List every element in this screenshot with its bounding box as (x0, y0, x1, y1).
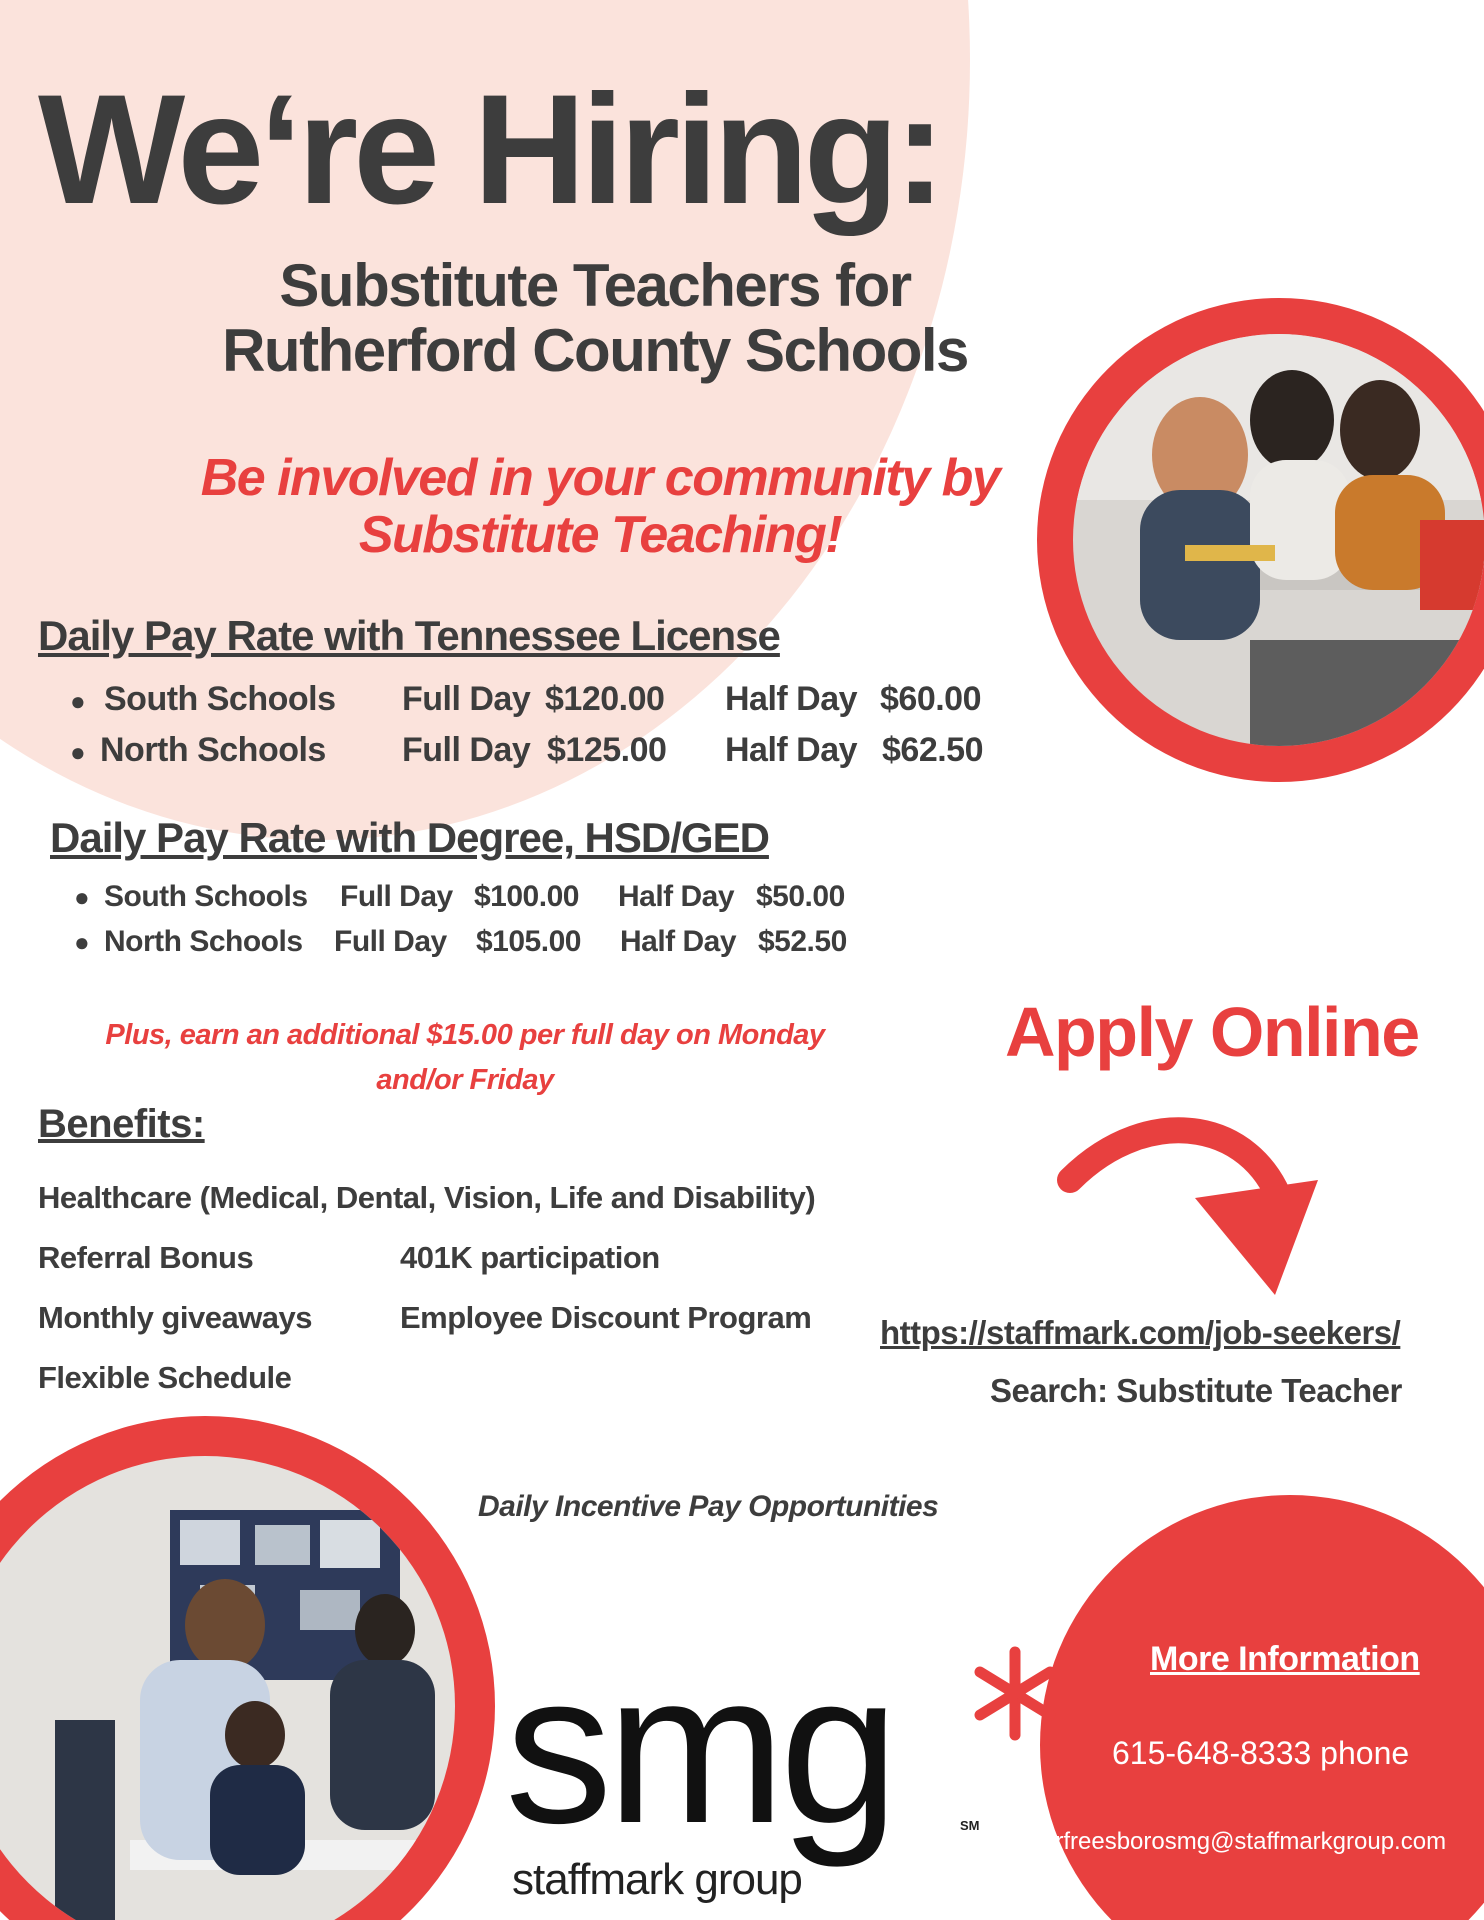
license-row-north (70, 731, 85, 770)
license-row-south (70, 680, 85, 719)
incentive-text: Daily Incentive Pay Opportunities (478, 1490, 939, 1523)
tagline-line-2: Substitute Teaching! (358, 506, 842, 564)
license-section-title: Daily Pay Rate with Tennessee License (38, 612, 780, 659)
degree-row-full-value: $100.00 (474, 880, 579, 913)
license-row-full-value: $120.00 (545, 680, 665, 718)
degree-row-school: North Schools (104, 925, 303, 958)
bonus-line-1: Plus, earn an additional $15.00 per full day on Monday (105, 1019, 825, 1051)
license-row-school: North Schools (100, 731, 326, 769)
license-row-school: South Schools (104, 680, 336, 718)
degree-section-title: Daily Pay Rate with Degree, HSD/GED (50, 814, 769, 861)
license-row-half-value: $60.00 (880, 680, 981, 718)
degree-row-half-value: $52.50 (758, 925, 847, 958)
smg-logo: smg (505, 1627, 894, 1868)
license-row-full-label: Full Day (402, 731, 531, 769)
benefits-title: Benefits: (38, 1102, 205, 1146)
subhead-line-1: Substitute Teachers for (279, 252, 911, 319)
degree-row-half-label: Half Day (618, 880, 735, 913)
info-phone: 615-648-8333 phone (1112, 1735, 1410, 1771)
bullet-icon: ● (70, 737, 86, 767)
license-row-half-label: Half Day (725, 680, 858, 718)
bullet-icon: ● (70, 686, 86, 716)
degree-row-full-label: Full Day (340, 880, 453, 913)
subhead-line-2: Rutherford County Schools (222, 317, 968, 384)
license-row-half-label: Half Day (725, 731, 858, 769)
more-info-title: More Information (1150, 1640, 1420, 1678)
info-email[interactable]: murfreesborosmg@staffmarkgroup.com (1022, 1828, 1447, 1855)
apply-url-link[interactable]: https://staffmark.com/job-seekers/ (880, 1314, 1401, 1351)
benefit-monthly-giveaways: Monthly giveaways (38, 1300, 313, 1335)
degree-row-half-label: Half Day (620, 925, 737, 958)
headline: We‘re Hiring: (38, 63, 941, 237)
license-row-full-value: $125.00 (547, 731, 667, 769)
benefit-healthcare: Healthcare (Medical, Dental, Vision, Life and Disability) (38, 1180, 816, 1215)
service-mark: SM (960, 1818, 980, 1833)
benefit-referral-bonus: Referral Bonus (38, 1240, 254, 1275)
asterisk-icon (980, 1652, 1050, 1735)
smg-logo-subtext: staffmark group (512, 1855, 802, 1904)
curved-arrow-icon (1070, 1130, 1318, 1295)
degree-row-half-value: $50.00 (756, 880, 845, 913)
degree-row-full-value: $105.00 (476, 925, 581, 958)
license-row-full-label: Full Day (402, 680, 531, 718)
degree-row-school: South Schools (104, 880, 308, 913)
benefit-401k: 401K participation (400, 1240, 660, 1275)
apply-search-text: Search: Substitute Teacher (990, 1372, 1402, 1409)
license-row-half-value: $62.50 (882, 731, 983, 769)
apply-online-title: Apply Online (1005, 993, 1419, 1071)
info-circle (1040, 1495, 1484, 1920)
benefit-flexible-schedule: Flexible Schedule (38, 1360, 292, 1395)
bullet-icon: ● (74, 927, 90, 957)
degree-row-north (74, 925, 89, 959)
bullet-icon: ● (74, 882, 90, 912)
tagline-line-1: Be involved in your community by (200, 449, 1000, 507)
benefit-discount-program: Employee Discount Program (400, 1300, 812, 1335)
degree-row-south (74, 880, 89, 914)
bonus-line-2: and/or Friday (376, 1064, 554, 1096)
degree-row-full-label: Full Day (334, 925, 447, 958)
